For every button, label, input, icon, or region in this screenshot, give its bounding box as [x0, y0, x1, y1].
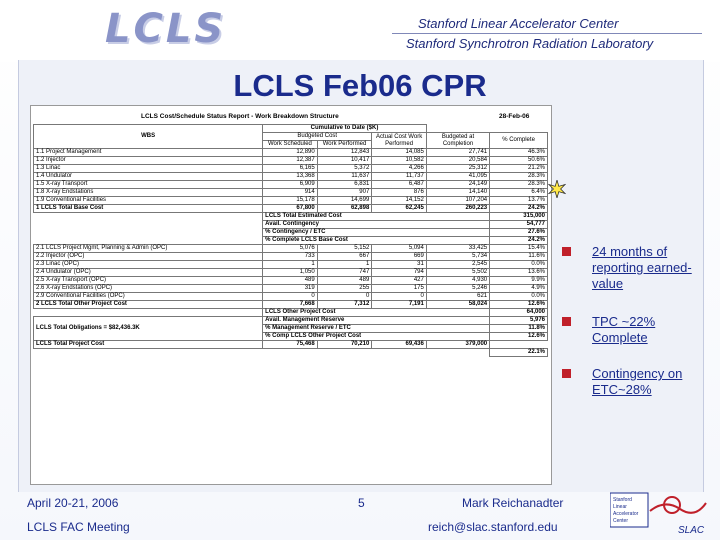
- table-cell: 75,468: [263, 341, 318, 349]
- table-cell: 24.2%: [490, 237, 548, 245]
- table-row: [34, 149, 548, 157]
- table-cell: 33,425: [426, 245, 489, 253]
- table-cell: 6.4%: [490, 189, 548, 197]
- table-cell: 5,734: [426, 253, 489, 261]
- org-line-1: Stanford Linear Accelerator Center: [418, 16, 619, 31]
- table-cell: [490, 341, 548, 349]
- table-cell: 621: [426, 293, 489, 301]
- table-cell: 907: [317, 189, 372, 197]
- table-cell: 28.3%: [490, 173, 548, 181]
- table-cell: 54,777: [490, 221, 548, 229]
- table-row: [34, 341, 548, 349]
- table-row: [34, 317, 548, 325]
- bullet-square-icon: [562, 317, 571, 326]
- table-row: [34, 197, 548, 205]
- table-cell: 1.5 X-ray Transport: [34, 181, 263, 189]
- table-cell: % Complete: [490, 133, 548, 149]
- table-cell: 58,024: [426, 301, 489, 309]
- table-cell: 5,076: [263, 245, 318, 253]
- bullet-square-icon: [562, 247, 571, 256]
- table-cell: 64,000: [490, 309, 548, 317]
- table-cell: 669: [372, 253, 427, 261]
- bullet-text: Contingency on ETC~28%: [592, 366, 683, 397]
- table-cell: 69,436: [372, 341, 427, 349]
- table-cell: 2.3 Linac (OPC): [34, 261, 263, 269]
- table-cell: Cumulative to Date ($K): [263, 125, 427, 133]
- table-cell: 14,699: [317, 197, 372, 205]
- table-row: [34, 245, 548, 253]
- table-cell: 2 LCLS Total Other Project Cost: [34, 301, 263, 309]
- table-cell: 2.6 X-ray Endstations (OPC): [34, 285, 263, 293]
- report-title: LCLS Cost/Schedule Status Report - Work Breakdown Structure: [141, 113, 339, 120]
- table-cell: 1.1 Project Management: [34, 149, 263, 157]
- table-cell: 5,094: [372, 245, 427, 253]
- table-cell: LCLS Total Estimated Cost: [263, 213, 490, 221]
- table-cell: 876: [372, 189, 427, 197]
- table-cell: 1.8 X-ray Endstations: [34, 189, 263, 197]
- table-cell: Work Scheduled: [263, 141, 318, 149]
- table-cell: 62,898: [317, 205, 372, 213]
- footer-author: Mark Reichanadter: [462, 496, 564, 510]
- table-cell: Avail. Contingency: [263, 221, 490, 229]
- table-cell: 4,930: [426, 277, 489, 285]
- slide-title: LCLS Feb06 CPR: [233, 68, 487, 103]
- table-cell: 13.7%: [490, 197, 548, 205]
- table-cell: 2.4 Undulator (OPC): [34, 269, 263, 277]
- table-cell: 14,140: [426, 189, 489, 197]
- slac-logo: [610, 491, 710, 537]
- table-cell: 7,312: [317, 301, 372, 309]
- table-cell: 11,737: [372, 173, 427, 181]
- table-cell: 14,085: [372, 149, 427, 157]
- table-cell: 21.2%: [490, 165, 548, 173]
- table-cell: 5,976: [490, 317, 548, 325]
- table-cell: 6,487: [372, 181, 427, 189]
- table-cell: 379,000: [426, 341, 489, 349]
- page-number: 5: [358, 496, 365, 510]
- table-cell: 747: [317, 269, 372, 277]
- table-cell: 5,246: [426, 285, 489, 293]
- table-cell: 62,245: [372, 205, 427, 213]
- table-cell: 6,909: [263, 181, 318, 189]
- table-cell: 427: [372, 277, 427, 285]
- table-cell: 1 LCLS Total Base Cost: [34, 205, 263, 213]
- table-cell: 733: [263, 253, 318, 261]
- slac-logo-line-4: Center: [613, 518, 629, 524]
- table-cell: [34, 213, 263, 221]
- table-cell: 12.6%: [490, 301, 548, 309]
- table-row: [34, 181, 548, 189]
- table-row: [34, 253, 548, 261]
- table-cell: 107,204: [426, 197, 489, 205]
- table-cell: 11.6%: [490, 253, 548, 261]
- table-cell: LCLS Other Project Cost: [263, 309, 490, 317]
- table-row: [34, 157, 548, 165]
- table-cell: 10,417: [317, 157, 372, 165]
- table-cell: WBS: [34, 125, 263, 149]
- table-row: [34, 165, 548, 173]
- table-cell: [426, 349, 489, 357]
- report-date: 28-Feb-06: [499, 113, 530, 120]
- table-row: [34, 205, 548, 213]
- table-cell: 10,582: [372, 157, 427, 165]
- table-row: [34, 237, 548, 245]
- table-cell: 12.6%: [490, 333, 548, 341]
- table-cell: 15,178: [263, 197, 318, 205]
- table-cell: [34, 221, 263, 229]
- table-cell: 12,843: [317, 149, 372, 157]
- table-cell: 20,584: [426, 157, 489, 165]
- table-cell: 6,831: [317, 181, 372, 189]
- table-cell: 27,741: [426, 149, 489, 157]
- table-row: [34, 269, 548, 277]
- table-cell: % Contingency / ETC: [263, 229, 490, 237]
- table-row: [34, 285, 548, 293]
- table-cell: 14,152: [372, 197, 427, 205]
- header-bar: [0, 0, 720, 62]
- table-cell: 1: [263, 261, 318, 269]
- table-cell: 175: [372, 285, 427, 293]
- table-cell: [34, 349, 427, 357]
- bullet-text: TPC ~22% Complete: [592, 314, 656, 345]
- table-cell: 46.3%: [490, 149, 548, 157]
- slac-logo-line-3: Accelerator: [613, 511, 639, 517]
- table-row: [34, 229, 548, 237]
- table-cell: % Complete LCLS Base Cost: [263, 237, 490, 245]
- slac-abbrev: SLAC: [678, 525, 705, 536]
- table-row: [34, 221, 548, 229]
- table-cell: 15.4%: [490, 245, 548, 253]
- table-row: [34, 309, 548, 317]
- table-row: [34, 293, 548, 301]
- table-cell: 13,368: [263, 173, 318, 181]
- table-cell: 25,312: [426, 165, 489, 173]
- table-cell: 24.2%: [490, 205, 548, 213]
- table-cell: 0: [317, 293, 372, 301]
- bullet-square-icon: [562, 369, 571, 378]
- table-cell: Avail. Management Reserve: [263, 317, 490, 325]
- table-cell: 4,266: [372, 165, 427, 173]
- footer-date: April 20-21, 2006: [27, 496, 119, 510]
- cost-status-report: [30, 105, 552, 485]
- table-cell: 315,000: [490, 213, 548, 221]
- table-cell: 9.9%: [490, 277, 548, 285]
- table-cell: 5,372: [317, 165, 372, 173]
- table-cell: 5,502: [426, 269, 489, 277]
- lcls-logo: LCLS: [105, 6, 227, 52]
- table-cell: 13.6%: [490, 269, 548, 277]
- table-cell: 50.6%: [490, 157, 548, 165]
- table-cell: 67,800: [263, 205, 318, 213]
- table-cell: 319: [263, 285, 318, 293]
- table-cell: 2.9 Conventional Facilities (OPC): [34, 293, 263, 301]
- table-cell: 0: [372, 293, 427, 301]
- table-cell: 260,223: [426, 205, 489, 213]
- table-cell: 1: [317, 261, 372, 269]
- table-cell: 255: [317, 285, 372, 293]
- table-cell: 794: [372, 269, 427, 277]
- table-cell: 1.9 Conventional Facilities: [34, 197, 263, 205]
- table-cell: Actual Cost Work Performed: [372, 133, 427, 149]
- table-cell: 0: [263, 293, 318, 301]
- table-cell: 1.3 Linac: [34, 165, 263, 173]
- table-row: [34, 189, 548, 197]
- table-cell: 914: [263, 189, 318, 197]
- footer-email: reich@slac.stanford.edu: [428, 520, 558, 534]
- table-cell: 11,637: [317, 173, 372, 181]
- table-cell: 7,191: [372, 301, 427, 309]
- table-cell: [426, 125, 547, 133]
- table-cell: 1.4 Undulator: [34, 173, 263, 181]
- table-cell: Work Performed: [317, 141, 372, 149]
- table-cell: 6,165: [263, 165, 318, 173]
- table-cell: % Management Reserve / ETC: [263, 325, 490, 333]
- table-row: [34, 277, 548, 285]
- table-cell: % Comp LCLS Other Project Cost: [263, 333, 490, 341]
- table-cell: [34, 309, 263, 317]
- table-cell: 1,050: [263, 269, 318, 277]
- table-cell: LCLS Total Obligations = $82,436.3K: [34, 317, 263, 341]
- table-cell: 70,210: [317, 341, 372, 349]
- slac-logo-line-2: Linear: [613, 504, 627, 510]
- table-cell: 2,545: [426, 261, 489, 269]
- table-cell: 2.1 LCLS Project Mgmt, Planning & Admin (OPC): [34, 245, 263, 253]
- table-row: [34, 261, 548, 269]
- header-divider: [392, 33, 702, 34]
- footer-meeting: LCLS FAC Meeting: [27, 520, 130, 534]
- table-cell: 2.5 X-ray Transport (OPC): [34, 277, 263, 285]
- table-cell: 22.1%: [490, 349, 548, 357]
- table-cell: 4.9%: [490, 285, 548, 293]
- starburst-icon: [548, 180, 566, 198]
- table-cell: 31: [372, 261, 427, 269]
- table-cell: 11.8%: [490, 325, 548, 333]
- table-row: [34, 301, 548, 309]
- table-cell: 2.2 Injector (OPC): [34, 253, 263, 261]
- table-row: [34, 173, 548, 181]
- table-cell: 7,668: [263, 301, 318, 309]
- table-cell: 489: [317, 277, 372, 285]
- table-cell: Budgeted Cost: [263, 133, 372, 141]
- table-cell: 12,387: [263, 157, 318, 165]
- slac-logo-line-1: Stanford: [613, 497, 632, 503]
- table-cell: 0.0%: [490, 293, 548, 301]
- table-cell: 0.0%: [490, 261, 548, 269]
- table-cell: 28.3%: [490, 181, 548, 189]
- table-cell: 12,890: [263, 149, 318, 157]
- cpr-table: [33, 124, 548, 357]
- table-cell: 41,095: [426, 173, 489, 181]
- table-cell: LCLS Total Project Cost: [34, 341, 263, 349]
- table-cell: 1.2 Injector: [34, 157, 263, 165]
- bullet-text: 24 months of reporting earned-value: [592, 244, 692, 291]
- table-row: [34, 349, 548, 357]
- table-cell: 24,149: [426, 181, 489, 189]
- table-cell: Budgeted at Completion: [426, 133, 489, 149]
- table-cell: 27.6%: [490, 229, 548, 237]
- table-cell: [34, 237, 263, 245]
- table-cell: 489: [263, 277, 318, 285]
- table-cell: 667: [317, 253, 372, 261]
- table-row: [34, 213, 548, 221]
- org-line-2: Stanford Synchrotron Radiation Laboratory: [406, 36, 654, 51]
- table-row: [34, 125, 548, 133]
- table-cell: 5,152: [317, 245, 372, 253]
- table-cell: [34, 229, 263, 237]
